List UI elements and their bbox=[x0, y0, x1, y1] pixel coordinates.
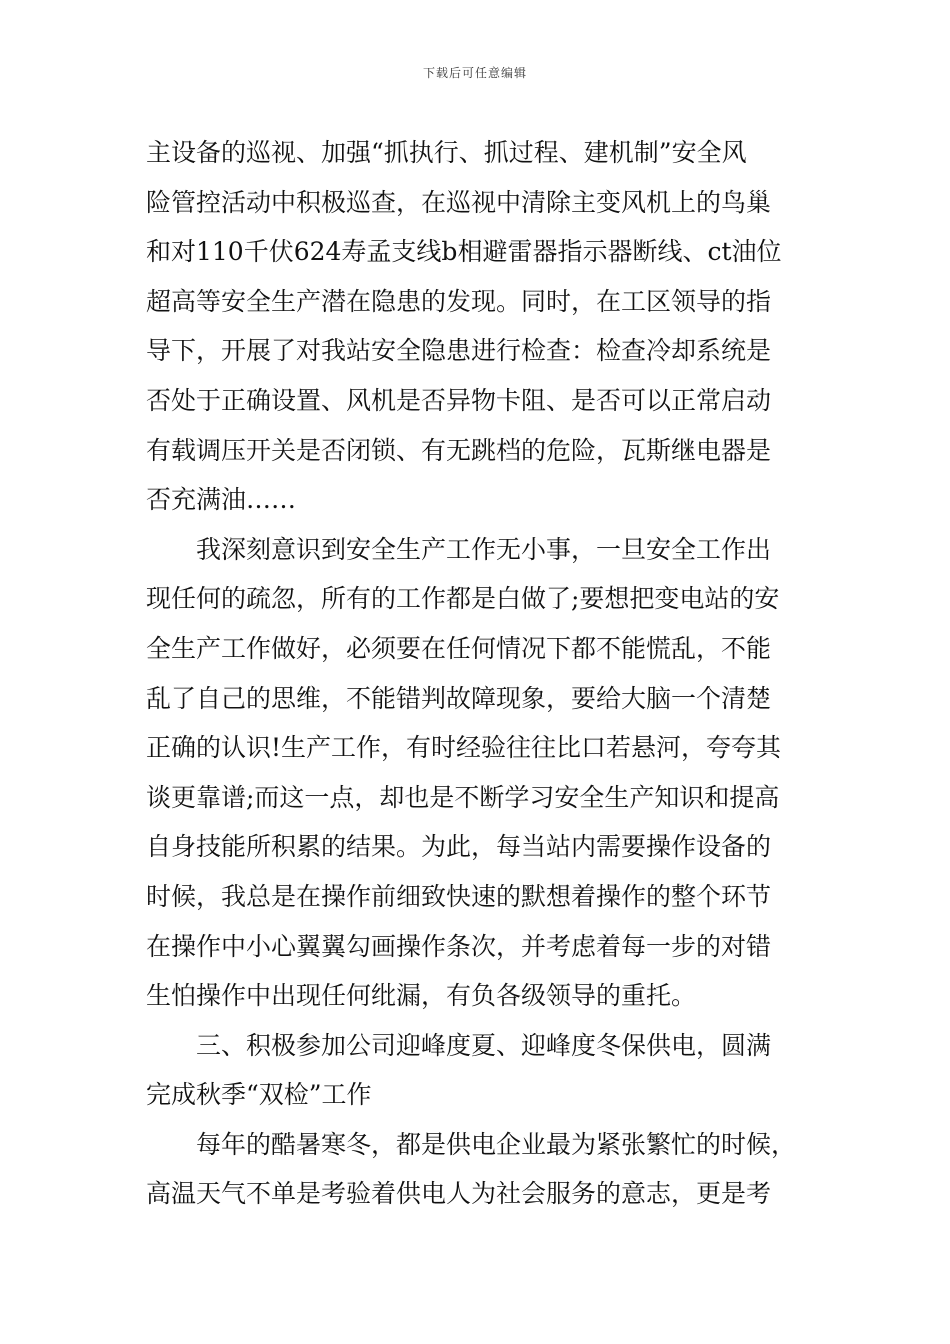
text-line: 时候，我总是在操作前细致快速的默想着操作的整个环节 bbox=[146, 881, 772, 911]
text-line: 在操作中小心翼翼勾画操作条次，并考虑着每一步的对错 bbox=[146, 931, 772, 961]
text-line: 全生产工作做好，必须要在任何情况下都不能慌乱，不能 bbox=[146, 633, 772, 663]
text-line: 完成秋季“双检”工作 bbox=[146, 1080, 372, 1110]
text-line: 三、积极参加公司迎峰度夏、迎峰度冬保供电，圆满 bbox=[196, 1030, 772, 1060]
text-line: 生怕操作中出现任何纰漏，有负各级领导的重托。 bbox=[146, 981, 697, 1011]
text-line: 主设备的巡视、加强“抓执行、抓过程、建机制”安全风 bbox=[146, 138, 747, 167]
text-line: 我深刻意识到安全生产工作无小事，一旦安全工作出 bbox=[196, 534, 772, 564]
text-line: 否充满油…… bbox=[146, 485, 297, 515]
text-line: 乱了自己的思维，不能错判故障现象，要给大脑一个清楚 bbox=[146, 683, 772, 713]
text-line: 正确的认识!生产工作，有时经验往往比口若悬河，夸夸其 bbox=[146, 733, 782, 763]
text-line: 自身技能所积累的结果。为此，每当站内需要操作设备的 bbox=[146, 832, 772, 862]
text-line: 谈更靠谱;而这一点，却也是不断学习安全生产知识和提高 bbox=[146, 782, 780, 812]
text-line: 和对110千伏624寿孟支线b相避雷器指示器断线、ct油位 bbox=[146, 237, 782, 267]
document-body bbox=[146, 128, 826, 1219]
text-line: 高温天气不单是考验着供电人为社会服务的意志，更是考 bbox=[146, 1179, 772, 1209]
text-line: 有载调压开关是否闭锁、有无跳档的危险，瓦斯继电器是 bbox=[146, 435, 772, 465]
text-line: 否处于正确设置、风机是否异物卡阻、是否可以正常启动 bbox=[146, 385, 772, 415]
header-note: 下载后可任意编辑 bbox=[422, 66, 527, 80]
text-line: 导下，开展了对我站安全隐患进行检查：检查冷却系统是 bbox=[146, 336, 772, 366]
text-line: 每年的酷暑寒冬，都是供电企业最为紧张繁忙的时候， bbox=[196, 1129, 797, 1159]
text-line: 现任何的疏忽，所有的工作都是白做了;要想把变电站的安 bbox=[146, 584, 780, 614]
text-line: 超高等安全生产潜在隐患的发现。同时，在工区领导的指 bbox=[146, 286, 772, 316]
text-line: 险管控活动中积极巡查，在巡视中清除主变风机上的鸟巢 bbox=[146, 187, 772, 217]
